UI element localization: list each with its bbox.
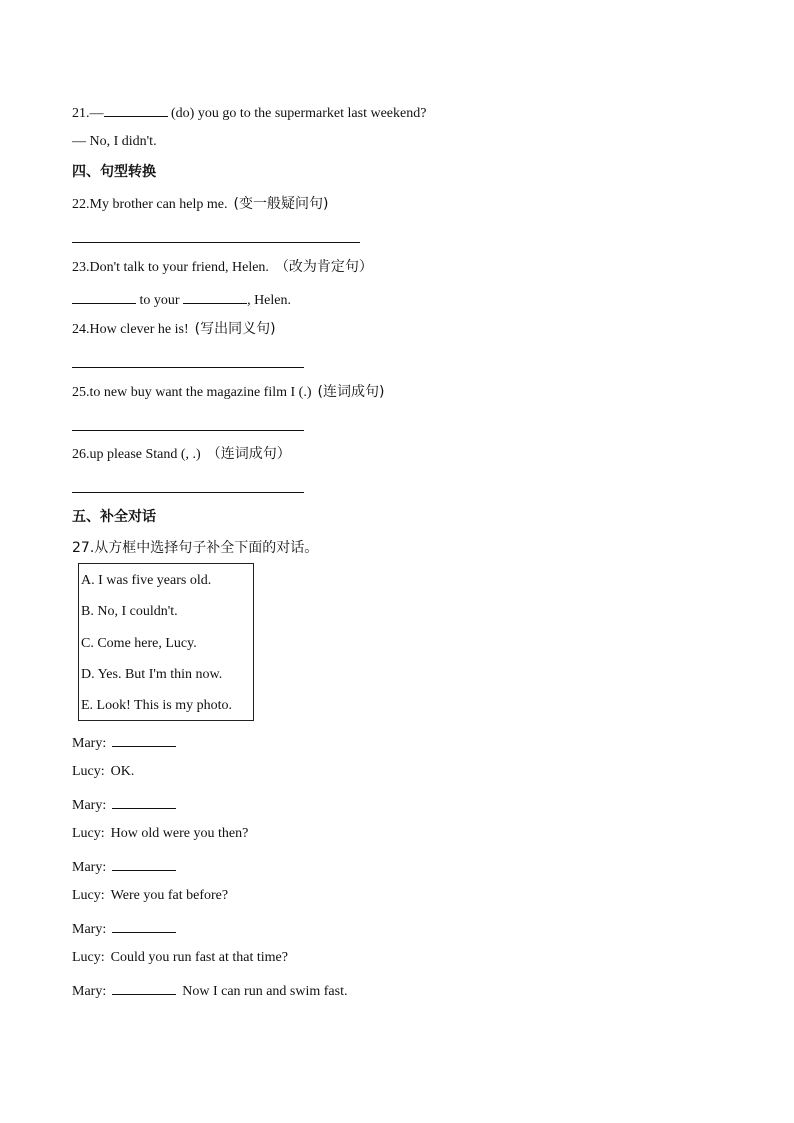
question-21-text: (do) you go to the supermarket last weekend? — [167, 106, 427, 121]
speaker-name: Lucy: — [72, 950, 105, 965]
speaker-name: Lucy: — [72, 764, 105, 779]
question-26-instruction: （连词成句） — [206, 446, 291, 462]
answer-line-24[interactable] — [72, 367, 304, 368]
speaker-name: Lucy: — [72, 888, 105, 903]
dialogue-text: OK. — [110, 764, 135, 779]
question-22 — [72, 195, 328, 214]
answer-blank[interactable] — [112, 918, 176, 933]
question-21-reply: — No, I didn't. — [72, 134, 157, 149]
dialogue-line — [72, 732, 176, 753]
speaker-name: Mary: — [72, 860, 107, 875]
dialogue-line — [72, 980, 347, 1001]
question-22-instruction: (变一般疑问句) — [233, 196, 329, 212]
option-a: A. I was five years old. — [81, 573, 212, 588]
question-21 — [72, 102, 426, 123]
question-24-instruction: (写出同义句) — [194, 321, 276, 337]
question-23-fill — [72, 289, 291, 310]
option-b: B. No, I couldn't. — [81, 604, 178, 619]
speaker-name: Mary: — [72, 798, 107, 813]
answer-line-22[interactable] — [72, 242, 360, 243]
question-23-text: 23.Don't talk to your friend, Helen. — [72, 260, 269, 275]
question-24 — [72, 320, 276, 339]
option-d: D. Yes. But I'm thin now. — [81, 667, 223, 682]
dialogue-text: Could you run fast at that time? — [110, 950, 288, 965]
answer-blank[interactable] — [112, 794, 176, 809]
question-26 — [72, 445, 291, 464]
option-c: C. Come here, Lucy. — [81, 636, 197, 651]
answer-blank[interactable] — [72, 289, 136, 304]
question-21-number: 21.— — [72, 106, 104, 121]
question-24-text: 24.How clever he is! — [72, 322, 189, 337]
option-e: E. Look! This is my photo. — [81, 698, 233, 713]
question-27-instruction: 27.从方框中选择句子补全下面的对话。 — [72, 540, 319, 556]
dialogue-line — [72, 887, 228, 905]
dialogue-text: How old were you then? — [110, 826, 249, 841]
answer-blank[interactable] — [112, 732, 176, 747]
question-25-text: 25.to new buy want the magazine film I (.) — [72, 385, 312, 400]
answer-blank[interactable] — [112, 980, 176, 995]
dialogue-line — [72, 825, 248, 843]
question-25 — [72, 383, 384, 402]
question-22-text: 22.My brother can help me. — [72, 197, 228, 212]
question-25-instruction: (连词成句) — [317, 384, 385, 400]
dialogue-text: Were you fat before? — [110, 888, 229, 903]
dialogue-line — [72, 949, 288, 967]
dialogue-line — [72, 763, 134, 781]
answer-blank[interactable] — [112, 856, 176, 871]
speaker-name: Mary: — [72, 922, 107, 937]
question-23-instruction: （改为肯定句） — [274, 259, 373, 275]
question-26-text: 26.up please Stand (, .) — [72, 447, 201, 462]
speaker-name: Mary: — [72, 984, 107, 999]
speaker-name: Mary: — [72, 736, 107, 751]
dialogue-line — [72, 794, 176, 815]
dialogue-line — [72, 918, 176, 939]
section-4-title: 四、句型转换 — [72, 164, 156, 180]
dialogue-line — [72, 856, 176, 877]
options-box — [78, 563, 254, 721]
answer-line-26[interactable] — [72, 492, 304, 493]
answer-blank[interactable] — [104, 102, 168, 117]
question-23-middle: to your — [136, 293, 184, 308]
answer-line-25[interactable] — [72, 430, 304, 431]
speaker-name: Lucy: — [72, 826, 105, 841]
section-5-title: 五、补全对话 — [72, 509, 156, 525]
answer-blank[interactable] — [183, 289, 247, 304]
question-23 — [72, 258, 373, 277]
dialogue-text: Now I can run and swim fast. — [182, 984, 348, 999]
question-23-end: , Helen. — [247, 293, 291, 308]
